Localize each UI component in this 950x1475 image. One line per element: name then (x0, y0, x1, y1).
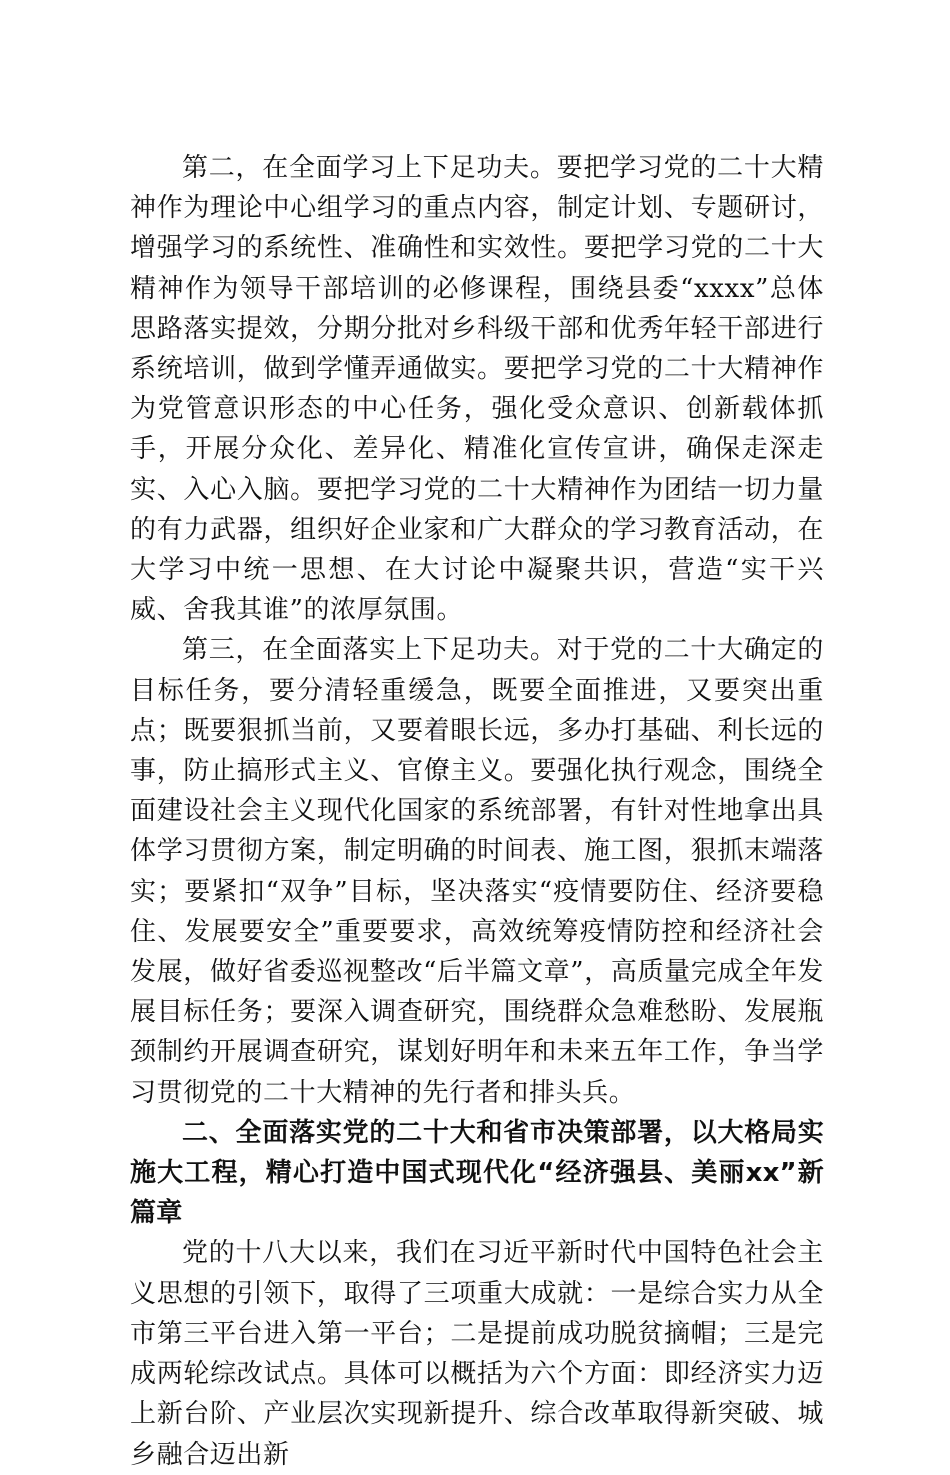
paragraph-achievements: 党的十八大以来，我们在习近平新时代中国特色社会主义思想的引领下，取得了三项重大成就：一是综合实力从全市第三平台进入第一平台；二是提前成功脱贫摘帽；三是完成两轮综改试点。具体可以概括为六个方面：即经济实力迈上新台阶、产业层次实现新提升、综合改革取得新突破、城乡融合迈出新 (130, 1238, 824, 1470)
paragraph-third-implementation: 第三，在全面落实上下足功夫。对于党的二十大确定的目标任务，要分清轻重缓急，既要全面推进，又要突出重点；既要狠抓当前，又要着眼长远，多办打基础、利长远的事，防止搞形式主义、官僚主义。要强化执行观念，围绕全面建设社会主义现代化国家的系统部署，有针对性地拿出具体学习贯彻方案，制定明确的时间表、施工图，狠抓末端落实；要紧扣“双争”目标，坚决落实“疫情要防住、经济要稳住、发展要安全”重要要求，高效统筹疫情防控和经济社会发展，做好省委巡视整改“后半篇文章”，高质量完成全年发展目标任务；要深入调查研究，围绕群众急难愁盼、发展瓶颈制约开展调查研究，谋划好明年和未来五年工作，争当学习贯彻党的二十大精神的先行者和排头兵。 (130, 635, 824, 1108)
paragraph-second-study: 第二，在全面学习上下足功夫。要把学习党的二十大精神作为理论中心组学习的重点内容，制定计划、专题研讨，增强学习的系统性、准确性和实效性。要把学习党的二十大精神作为领导干部培训的必修课程，围绕县委“xxxx”总体思路落实提效，分期分批对乡科级干部和优秀年轻干部进行系统培训，做到学懂弄通做实。要把学习党的二十大精神作为党管意识形态的中心任务，强化受众意识、创新载体抓手，开展分众化、差异化、精准化宣传宣讲，确保走深走实、入心入脑。要把学习党的二十大精神作为团结一切力量的有力武器，组织好企业家和广大群众的学习教育活动，在大学习中统一思想、在大讨论中凝聚共识，营造“实干兴威、舍我其谁”的浓厚氛围。 (130, 153, 824, 626)
section-heading-two: 二、全面落实党的二十大和省市决策部署，以大格局实施大工程，精心打造中国式现代化“经济强县、美丽xx”新篇章 (130, 1117, 824, 1229)
document-body (130, 148, 824, 1475)
